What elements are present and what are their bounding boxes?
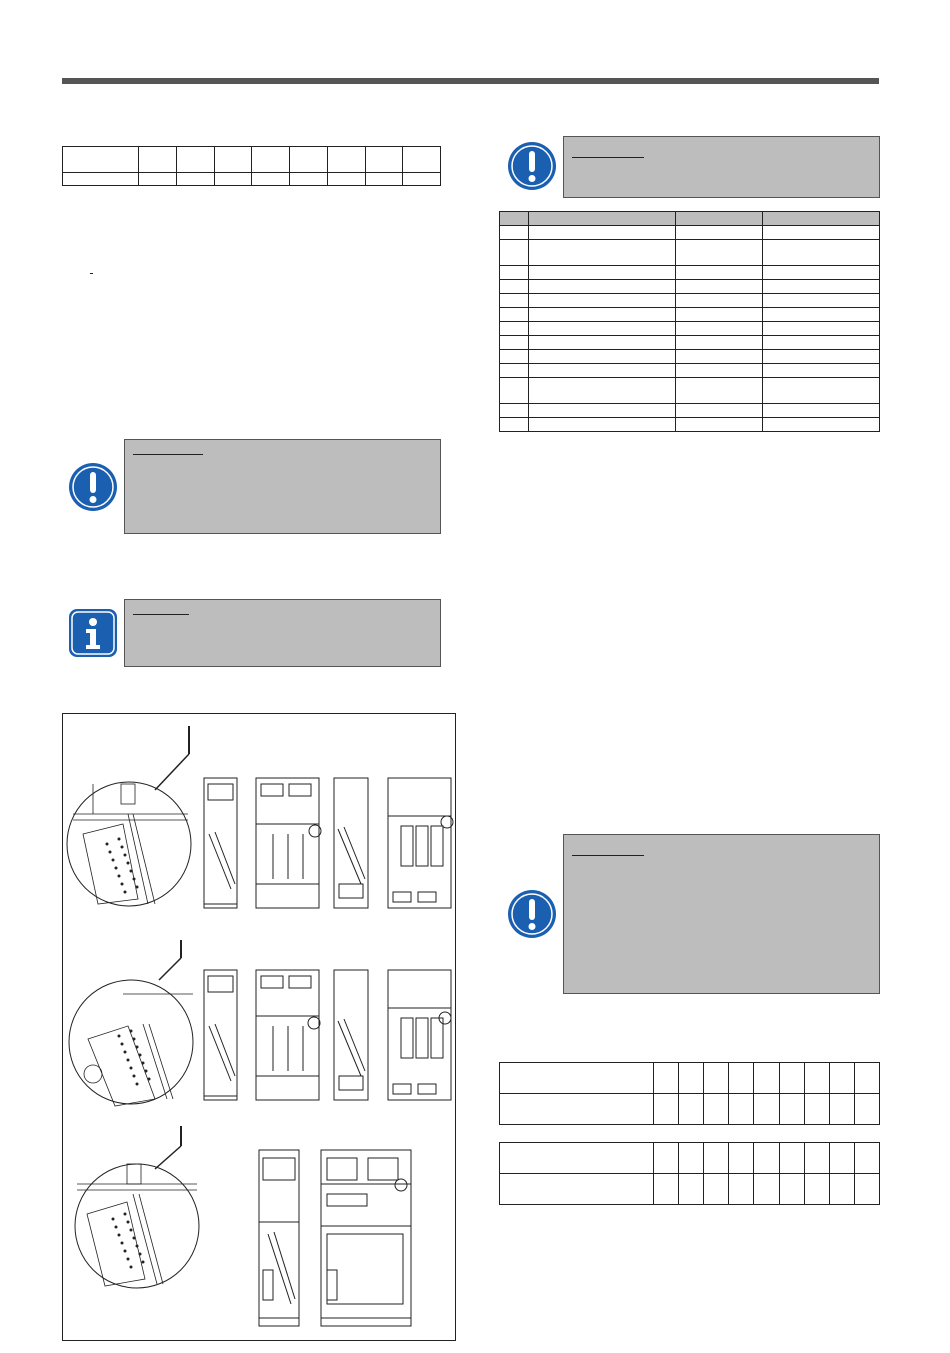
table-cell bbox=[500, 1174, 654, 1205]
table-row bbox=[500, 226, 529, 240]
warning-note-left bbox=[124, 439, 441, 534]
table-row bbox=[500, 336, 529, 350]
table-row bbox=[500, 266, 529, 280]
table-cell bbox=[63, 147, 139, 173]
table-row bbox=[500, 378, 529, 404]
bottom-table-1 bbox=[499, 1062, 880, 1125]
table-row bbox=[500, 280, 529, 294]
table-cell bbox=[63, 173, 139, 186]
note-heading-underline bbox=[133, 614, 189, 615]
info-icon bbox=[68, 608, 118, 658]
table-row bbox=[500, 350, 529, 364]
table-row bbox=[500, 322, 529, 336]
right-table bbox=[499, 211, 880, 432]
cabinet-figure bbox=[62, 713, 456, 1341]
exclamation-icon bbox=[68, 462, 118, 512]
table-cell bbox=[500, 1143, 654, 1174]
table-row bbox=[500, 418, 529, 432]
table-row bbox=[500, 364, 529, 378]
exclamation-icon bbox=[507, 141, 557, 191]
top-rule bbox=[62, 78, 879, 84]
note-heading-underline bbox=[572, 157, 644, 158]
table-cell bbox=[500, 1063, 654, 1094]
table-cell bbox=[500, 1094, 654, 1125]
table-row bbox=[500, 308, 529, 322]
note-heading-underline bbox=[133, 454, 203, 455]
exclamation-icon bbox=[507, 889, 557, 939]
table-header bbox=[500, 212, 529, 226]
bullet-dash bbox=[90, 273, 93, 274]
bottom-table-2 bbox=[499, 1142, 880, 1205]
left-top-table bbox=[62, 146, 441, 186]
table-row bbox=[500, 240, 529, 266]
warning-note-right-bottom bbox=[563, 834, 880, 994]
table-row bbox=[500, 404, 529, 418]
table-row bbox=[500, 294, 529, 308]
note-heading-underline bbox=[572, 855, 644, 856]
warning-note-right-top bbox=[563, 136, 880, 198]
info-note-left bbox=[124, 599, 441, 667]
cabinet-drawing bbox=[63, 714, 455, 1340]
